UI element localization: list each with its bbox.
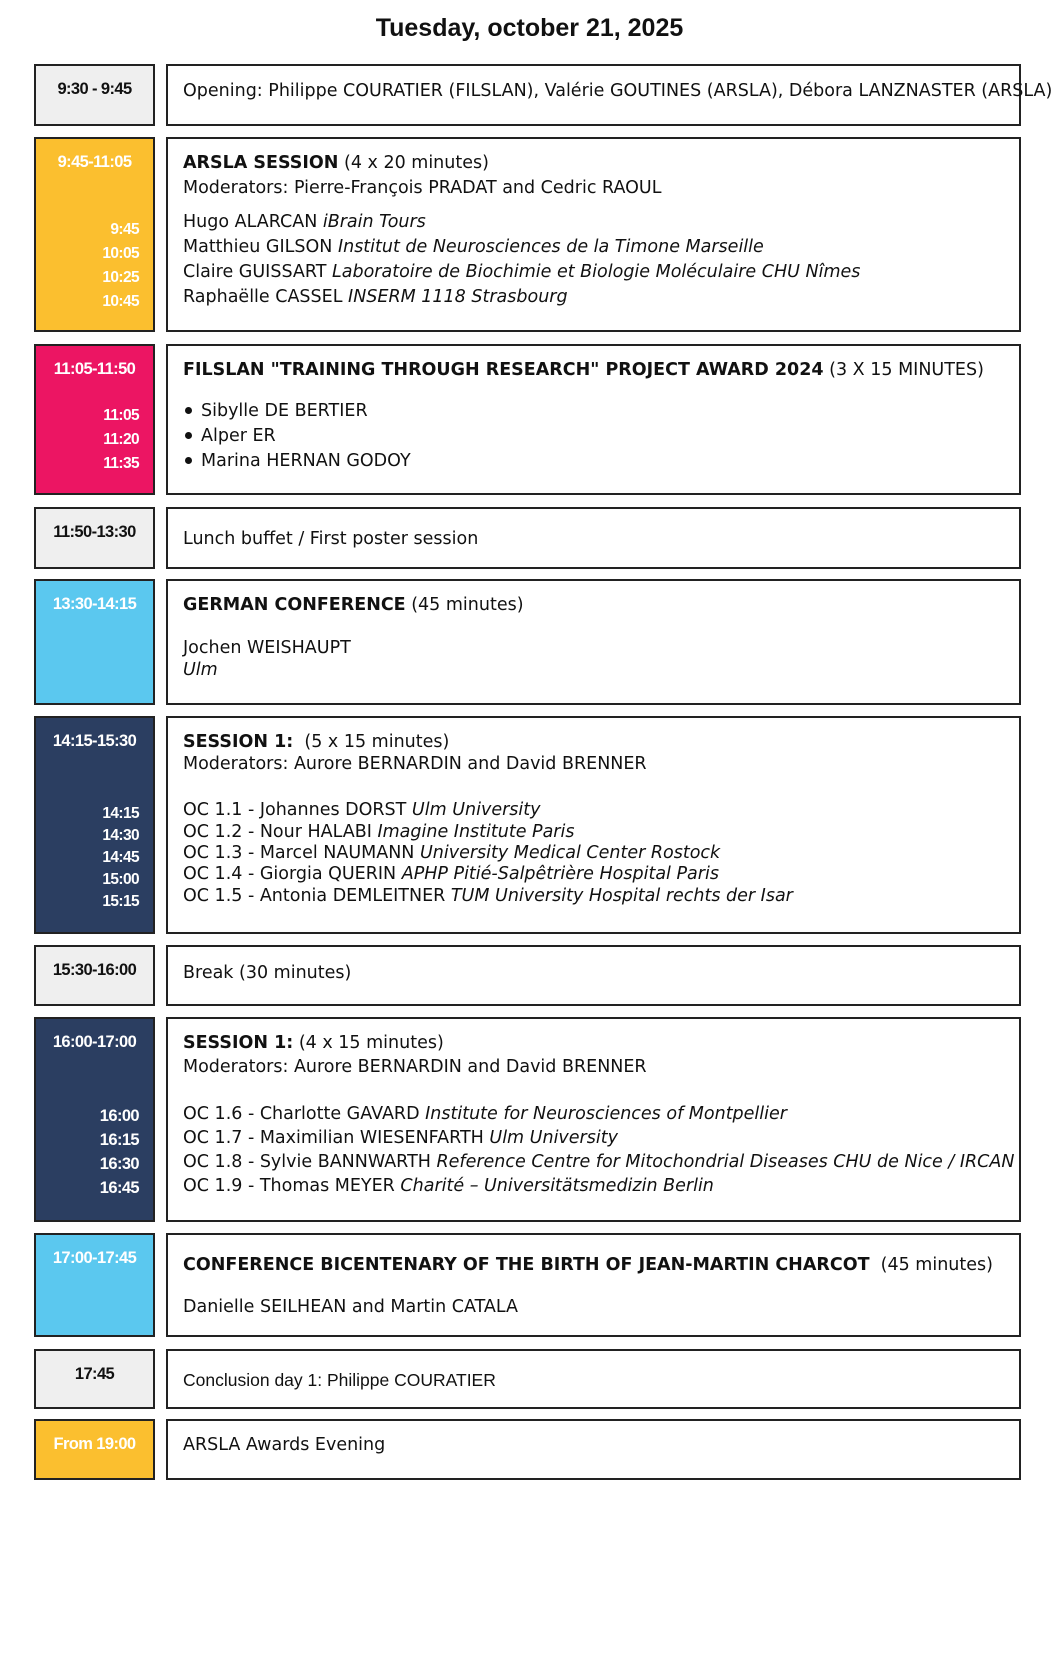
affiliation: University Medical Center Rostock [419,843,721,863]
schedule-row-filslan-award [34,344,1021,495]
affiliation: Reference Centre for Mitochondrial Diseases CHU de Nice / IRCAN [436,1152,1015,1172]
slot-times [100,1104,139,1200]
affiliation: iBrain Tours [322,212,426,232]
time-cell [34,716,155,934]
talk-line [183,864,719,884]
affiliation: INSERM 1118 Strasbourg [348,287,568,307]
slot-time: 16:00 [99,1107,139,1125]
time-range: 9:45-11:05 [57,153,132,171]
time-range: 14:15-15:30 [52,732,137,750]
slot-time: 11:05 [103,407,139,424]
content-cell [166,945,1021,1006]
session-heading [183,595,524,615]
slot-time: 14:45 [102,849,139,866]
speaker: OC 1.4 - Giorgia QUERIN [183,864,402,884]
time-range: 11:50-13:30 [53,523,136,541]
speaker: Alper ER [201,426,276,446]
session-heading [183,360,984,380]
time-range: 16:00-17:00 [52,1033,137,1051]
talk-line [183,1128,618,1148]
affiliation: Laboratoire de Biochimie et Biologie Moléculaire CHU Nîmes [332,262,861,282]
slot-time: 11:35 [103,455,139,472]
session-title: SESSION 1: [183,1033,294,1053]
speaker: Sibylle DE BERTIER [201,401,368,421]
time-range: From 19:00 [53,1435,136,1453]
speakers: Danielle SEILHEAN and Martin CATALA [183,1297,519,1317]
speaker: Matthieu GILSON [183,237,338,257]
affiliation: Imagine Institute Paris [377,822,575,842]
session-title: SESSION 1: [183,732,294,752]
schedule-row-session-1a [34,716,1021,934]
slot-times [102,803,139,913]
schedule-row-german-conference [34,579,1021,705]
speaker: Jochen WEISHAUPT [183,638,351,658]
content-cell [166,1419,1021,1480]
page-title: Tuesday, october 21, 2025 [375,14,684,42]
affiliation: Institut de Neurosciences de la Timone Marseille [337,237,764,257]
content-cell [166,579,1021,705]
time-cell [34,64,155,126]
time-cell [34,1419,155,1480]
slot-time: 10:25 [102,269,139,286]
slot-time: 15:15 [102,893,139,910]
time-cell [34,1017,155,1222]
time-range: 13:30-14:15 [52,595,137,613]
time-range: 15:30-16:00 [52,961,137,979]
bullet-icon [185,457,192,464]
speaker: OC 1.8 - Sylvie BANNWARTH [183,1152,437,1172]
slot-time: 11:20 [103,431,139,448]
slot-time: 9:45 [110,221,139,238]
affiliation: Ulm University [489,1128,618,1148]
talk-line [183,822,574,842]
session-heading [183,1033,444,1053]
speaker: Marina HERNAN GODOY [201,451,411,471]
talk-line [183,212,426,232]
time-cell [34,507,155,569]
schedule-row-session-1b [34,1017,1021,1222]
list-item [183,401,368,421]
content-cell [166,1233,1021,1337]
opening-text: Opening: Philippe COURATIER (FILSLAN), Valérie GOUTINES (ARSLA), Débora LANZNASTER (ARSLA) [183,81,1053,101]
talk-line [183,886,793,906]
speaker: Hugo ALARCAN [183,212,323,232]
session-duration: (3 X 15 MINUTES) [823,360,984,380]
session-heading [183,153,489,173]
affiliation: Ulm [183,660,218,680]
content-cell [166,137,1021,332]
time-range: 17:00-17:45 [52,1249,137,1267]
slot-time: 16:15 [99,1131,139,1149]
speaker: OC 1.1 - Johannes DORST [183,800,412,820]
time-cell [34,137,155,332]
talk-line [183,237,764,257]
time-range: 9:30 - 9:45 [57,80,132,98]
talk-line [183,1152,1014,1172]
moderators: Moderators: Aurore BERNARDIN and David BRENNER [183,1057,647,1077]
schedule-row-lunch [34,507,1021,569]
content-cell [166,1349,1021,1409]
affiliation: Institute for Neurosciences of Montpellier [425,1104,787,1124]
schedule-row-charcot-conference [34,1233,1021,1337]
session-duration: (45 minutes) [405,595,524,615]
slot-times [102,218,139,314]
bullet-icon [185,407,192,414]
affiliation: Charité – Universitätsmedizin Berlin [400,1176,714,1196]
time-cell [34,1233,155,1337]
affiliation: APHP Pitié-Salpêtrière Hospital Paris [401,864,719,884]
talk-line [183,1176,714,1196]
slot-time: 14:30 [102,827,139,844]
schedule-row-conclusion [34,1349,1021,1409]
conclusion-text: Conclusion day 1: Philippe COURATIER [183,1370,496,1390]
moderators: Moderators: Aurore BERNARDIN and David BRENNER [183,754,647,774]
session-heading [183,1255,993,1275]
break-text: Break (30 minutes) [183,963,352,983]
time-cell [34,1349,155,1409]
time-range: 11:05-11:50 [53,360,136,378]
schedule-row-opening [34,64,1053,126]
schedule-row-evening [34,1419,1021,1480]
speaker: OC 1.5 - Antonia DEMLEITNER [183,886,451,906]
speaker: OC 1.2 - Nour HALABI [183,822,378,842]
affiliation: TUM University Hospital rechts der Isar [450,886,793,906]
slot-time: 10:05 [102,245,139,262]
schedule-row-break [34,945,1021,1006]
content-cell [166,1017,1021,1222]
speaker: OC 1.3 - Marcel NAUMANN [183,843,420,863]
session-title: CONFERENCE BICENTENARY OF THE BIRTH OF JEAN-MARTIN CHARCOT [183,1255,870,1275]
talk-line [183,287,568,307]
time-cell [34,344,155,495]
session-duration: (4 x 20 minutes) [338,153,489,173]
schedule-row-arsla-session [34,137,1021,332]
content-cell [166,64,1053,126]
slot-time: 14:15 [102,805,139,822]
speaker: Claire GUISSART [183,262,332,282]
talk-line [183,843,720,863]
content-cell [166,344,1021,495]
content-cell [166,507,1021,569]
slot-time: 16:45 [99,1179,139,1197]
lunch-text: Lunch buffet / First poster session [183,529,479,549]
session-title: FILSLAN "TRAINING THROUGH RESEARCH" PROJECT AWARD 2024 [183,360,824,380]
evening-text: ARSLA Awards Evening [183,1435,386,1455]
speaker: OC 1.7 - Maximilian WIESENFARTH [183,1128,490,1148]
session-duration: (5 x 15 minutes) [293,732,450,752]
talk-line [183,1104,787,1124]
time-cell [34,579,155,705]
slot-time: 15:00 [102,871,139,888]
session-title: ARSLA SESSION [183,153,339,173]
session-duration: (45 minutes) [869,1255,993,1275]
moderators: Moderators: Pierre-François PRADAT and Cedric RAOUL [183,178,662,198]
affiliation: Ulm University [411,800,541,820]
session-duration: (4 x 15 minutes) [293,1033,444,1053]
slot-time: 16:30 [99,1155,139,1173]
time-range: 17:45 [74,1365,115,1383]
speaker: Raphaëlle CASSEL [183,287,349,307]
slot-times [103,404,139,476]
speaker: OC 1.6 - Charlotte GAVARD [183,1104,426,1124]
time-cell [34,945,155,1006]
bullet-icon [185,432,192,439]
talk-line [183,262,860,282]
talk-line [183,800,540,820]
session-heading [183,732,449,752]
list-item [183,426,276,446]
session-title: GERMAN CONFERENCE [183,595,406,615]
slot-time: 10:45 [102,293,139,310]
content-cell [166,716,1021,934]
list-item [183,451,411,471]
speaker: OC 1.9 - Thomas MEYER [183,1176,401,1196]
